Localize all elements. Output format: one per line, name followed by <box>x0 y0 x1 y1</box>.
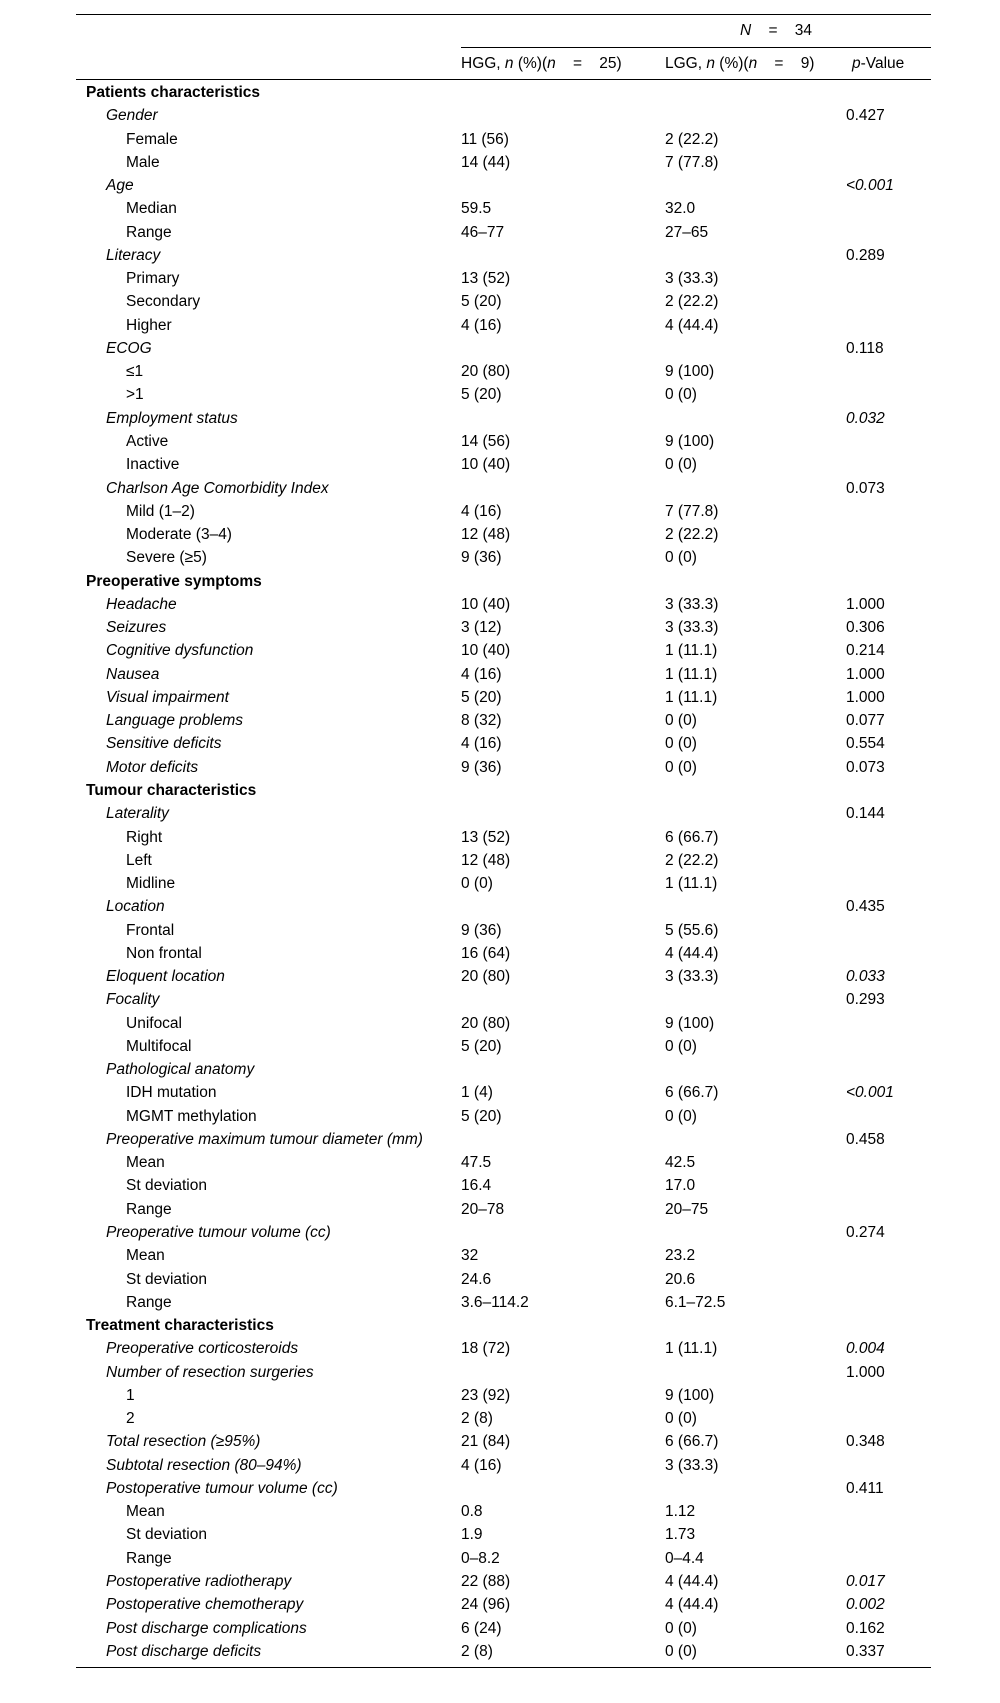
row-label: Employment status <box>106 409 238 427</box>
table-row <box>76 1081 931 1104</box>
lgg-cell: 27–65 <box>665 223 709 241</box>
row-label: Pathological anatomy <box>106 1061 255 1079</box>
table-row <box>76 919 931 942</box>
p-value-cell: <0.001 <box>846 177 894 195</box>
row-label: Multifocal <box>126 1037 192 1055</box>
p-value-cell: 0.554 <box>846 735 885 753</box>
row-label: Moderate (3–4) <box>126 526 232 544</box>
hgg-cell: 20 (80) <box>461 968 511 986</box>
lgg-cell: 0–4.4 <box>665 1549 704 1567</box>
hgg-cell: 9 (36) <box>461 921 502 939</box>
table-row <box>76 732 931 755</box>
hgg-cell: 3.6–114.2 <box>461 1293 529 1311</box>
lgg-cell: 42.5 <box>665 1154 696 1172</box>
lgg-cell: 3 (33.3) <box>665 619 719 637</box>
table-row <box>76 523 931 546</box>
hgg-cell: 5 (20) <box>461 293 502 311</box>
p-value-cell: 0.033 <box>846 968 885 986</box>
hgg-cell: 0–8.2 <box>461 1549 500 1567</box>
hgg-cell: 24 (96) <box>461 1596 511 1614</box>
table-row <box>76 104 931 127</box>
row-label: Range <box>126 1200 172 1218</box>
p-value-cell: 0.348 <box>846 1433 885 1451</box>
hgg-cell: 0.8 <box>461 1503 483 1521</box>
lgg-cell: 3 (33.3) <box>665 270 719 288</box>
table-row <box>76 1198 931 1221</box>
p-value-cell: 0.214 <box>846 642 885 660</box>
hgg-cell: 0 (0) <box>461 875 493 893</box>
p-value-cell: <0.001 <box>846 1084 894 1102</box>
row-label: Frontal <box>126 921 175 939</box>
table-row <box>76 1058 931 1081</box>
row-label: Motor deficits <box>106 758 199 776</box>
hgg-cell: 2 (8) <box>461 1410 493 1428</box>
lgg-cell: 2 (22.2) <box>665 851 719 869</box>
table-row <box>76 988 931 1011</box>
table-row <box>76 430 931 453</box>
n-total-label <box>656 22 896 40</box>
row-label: Preoperative symptoms <box>86 572 262 590</box>
table-row <box>76 895 931 918</box>
p-value-cell: 1.000 <box>846 1363 885 1381</box>
hgg-cell: 10 (40) <box>461 456 511 474</box>
hgg-cell: 9 (36) <box>461 758 502 776</box>
lgg-cell: 0 (0) <box>665 1037 697 1055</box>
section-row <box>76 779 931 802</box>
hgg-cell: 2 (8) <box>461 1642 493 1660</box>
table-row <box>76 686 931 709</box>
p-value-cell: 0.427 <box>846 107 885 125</box>
row-label: Right <box>126 828 163 846</box>
table-row <box>76 1430 931 1453</box>
p-value-cell: 1.000 <box>846 665 885 683</box>
hgg-cell: 14 (44) <box>461 153 511 171</box>
lgg-cell: 17.0 <box>665 1177 696 1195</box>
row-label: Higher <box>126 316 172 334</box>
row-label: 2 <box>126 1410 135 1428</box>
lgg-cell: 1.73 <box>665 1526 696 1544</box>
lgg-cell: 0 (0) <box>665 1410 697 1428</box>
row-label: Primary <box>126 270 180 288</box>
row-label: >1 <box>126 386 144 404</box>
table-row <box>76 221 931 244</box>
lgg-cell: 6 (66.7) <box>665 828 719 846</box>
table-row <box>76 1291 931 1314</box>
row-label: Male <box>126 153 160 171</box>
hgg-cell: 16.4 <box>461 1177 492 1195</box>
table-row <box>76 709 931 732</box>
row-label: Tumour characteristics <box>86 781 257 799</box>
row-label: MGMT methylation <box>126 1107 257 1125</box>
table-row <box>76 267 931 290</box>
table-bottom-rule <box>76 1667 931 1668</box>
lgg-cell: 1 (11.1) <box>665 665 718 683</box>
p-value-cell: 0.073 <box>846 758 885 776</box>
lgg-cell: 0 (0) <box>665 549 697 567</box>
row-label: Secondary <box>126 293 201 311</box>
table-row <box>76 849 931 872</box>
row-label: Gender <box>106 107 158 125</box>
row-label: Treatment characteristics <box>86 1317 274 1335</box>
row-label: ECOG <box>106 339 152 357</box>
hgg-cell: 5 (20) <box>461 1107 502 1125</box>
row-label: Seizures <box>106 619 167 637</box>
row-label: Number of resection surgeries <box>106 1363 314 1381</box>
row-label: Subtotal resection (80–94%) <box>106 1456 302 1474</box>
hgg-cell: 5 (20) <box>461 386 502 404</box>
table-row <box>76 1523 931 1546</box>
table-row <box>76 360 931 383</box>
hgg-cell: 24.6 <box>461 1270 492 1288</box>
hgg-cell: 11 (56) <box>461 130 509 148</box>
lgg-cell: 20.6 <box>665 1270 696 1288</box>
row-label: Range <box>126 1549 172 1567</box>
lgg-cell: 32.0 <box>665 200 696 218</box>
lgg-cell: 9 (100) <box>665 1386 715 1404</box>
lgg-cell: 1 (11.1) <box>665 642 718 660</box>
table-row <box>76 1617 931 1640</box>
column-header-p-value: p-Value <box>852 55 905 72</box>
hgg-cell: 6 (24) <box>461 1619 502 1637</box>
lgg-cell: 6 (66.7) <box>665 1433 719 1451</box>
n-equals: = <box>768 22 778 39</box>
lgg-cell: 1 (11.1) <box>665 688 718 706</box>
row-label: Range <box>126 1293 172 1311</box>
table-row <box>76 1477 931 1500</box>
row-label: Post discharge deficits <box>106 1642 262 1660</box>
row-label: Nausea <box>106 665 160 683</box>
lgg-cell: 0 (0) <box>665 735 697 753</box>
header-row-columns <box>76 48 931 79</box>
hgg-cell: 13 (52) <box>461 270 511 288</box>
lgg-cell: 5 (55.6) <box>665 921 719 939</box>
table-row <box>76 1012 931 1035</box>
characteristics-table <box>76 14 931 1668</box>
table-row <box>76 1361 931 1384</box>
hgg-cell: 10 (40) <box>461 595 511 613</box>
row-label: Inactive <box>126 456 180 474</box>
lgg-cell: 7 (77.8) <box>665 502 719 520</box>
table-row <box>76 1035 931 1058</box>
row-label: St deviation <box>126 1526 207 1544</box>
hgg-cell: 12 (48) <box>461 526 511 544</box>
row-label: Unifocal <box>126 1014 182 1032</box>
hgg-cell: 22 (88) <box>461 1573 511 1590</box>
p-value-cell: 0.274 <box>846 1224 885 1242</box>
p-value-cell: 0.032 <box>846 409 885 427</box>
hgg-cell: 14 (56) <box>461 432 511 450</box>
lgg-cell: 0 (0) <box>665 1619 697 1637</box>
p-value-cell: 0.306 <box>846 619 885 637</box>
lgg-cell: 4 (44.4) <box>665 1596 719 1614</box>
hgg-cell: 23 (92) <box>461 1386 511 1404</box>
hgg-cell: 1.9 <box>461 1526 483 1544</box>
hgg-cell: 32 <box>461 1247 479 1265</box>
row-label: Sensitive deficits <box>106 735 222 753</box>
n-symbol: N <box>740 22 752 39</box>
lgg-cell: 4 (44.4) <box>665 1573 719 1590</box>
table-row <box>76 1105 931 1128</box>
row-label: Female <box>126 130 178 148</box>
hgg-cell: 4 (16) <box>461 502 502 520</box>
hgg-cell: 4 (16) <box>461 665 502 683</box>
p-value-cell: 0.293 <box>846 991 885 1009</box>
table-row <box>76 1151 931 1174</box>
row-label: Literacy <box>106 246 161 264</box>
lgg-cell: 7 (77.8) <box>665 153 719 171</box>
hgg-cell: 21 (84) <box>461 1433 511 1451</box>
table-row <box>76 477 931 500</box>
hgg-cell: 4 (16) <box>461 735 502 753</box>
table-row <box>76 1268 931 1291</box>
table-row <box>76 453 931 476</box>
hgg-cell: 8 (32) <box>461 712 502 730</box>
hgg-cell: 13 (52) <box>461 828 511 846</box>
table-row <box>76 337 931 360</box>
row-label: Patients characteristics <box>86 84 261 101</box>
p-value-cell: 0.458 <box>846 1130 885 1148</box>
lgg-cell: 2 (22.2) <box>665 293 719 311</box>
table-row <box>76 663 931 686</box>
column-header-lgg: LGG, n (%)(n = 9) <box>665 55 815 72</box>
lgg-cell: 3 (33.3) <box>665 1456 719 1474</box>
row-label: Location <box>106 898 165 916</box>
row-label: Postoperative chemotherapy <box>106 1596 304 1614</box>
row-label: Postoperative tumour volume (cc) <box>106 1479 338 1497</box>
table-row <box>76 500 931 523</box>
table-row <box>76 1547 931 1570</box>
lgg-cell: 3 (33.3) <box>665 968 719 986</box>
table-row <box>76 872 931 895</box>
row-label: Median <box>126 200 177 218</box>
p-value-cell: 0.411 <box>846 1479 884 1497</box>
row-label: St deviation <box>126 1177 207 1195</box>
table-row <box>76 1174 931 1197</box>
row-label: Postoperative radiotherapy <box>106 1573 292 1590</box>
p-value-cell: 0.337 <box>846 1642 885 1660</box>
lgg-cell: 4 (44.4) <box>665 944 719 962</box>
table-row <box>76 826 931 849</box>
section-row <box>76 570 931 593</box>
row-label: Mild (1–2) <box>126 502 195 520</box>
row-label: Total resection (≥95%) <box>106 1433 261 1451</box>
p-value-cell: 0.077 <box>846 712 885 730</box>
hgg-cell: 20–78 <box>461 1200 505 1218</box>
table-row <box>76 546 931 569</box>
column-header-hgg: HGG, n (%)(n = 25) <box>461 55 622 72</box>
row-label: Preoperative tumour volume (cc) <box>106 1224 331 1242</box>
table-row <box>76 1128 931 1151</box>
lgg-cell: 20–75 <box>665 1200 709 1218</box>
p-value-cell: 1.000 <box>846 688 885 706</box>
row-label: Focality <box>106 991 160 1009</box>
table-row <box>76 1337 931 1360</box>
table-row <box>76 1593 931 1616</box>
hgg-cell: 16 (64) <box>461 944 511 962</box>
row-label: 1 <box>126 1386 135 1404</box>
lgg-cell: 1.12 <box>665 1503 696 1521</box>
p-value-cell: 0.289 <box>846 246 885 264</box>
table-row <box>76 593 931 616</box>
table-row <box>76 639 931 662</box>
table-row <box>76 1407 931 1430</box>
table-row <box>76 244 931 267</box>
row-label: ≤1 <box>126 363 144 381</box>
table-row <box>76 128 931 151</box>
hgg-cell: 47.5 <box>461 1154 492 1172</box>
p-value-cell: 0.435 <box>846 898 885 916</box>
section-row <box>76 1314 931 1337</box>
lgg-cell: 0 (0) <box>665 1642 697 1660</box>
lgg-cell: 0 (0) <box>665 1107 697 1125</box>
hgg-cell: 12 (48) <box>461 851 511 869</box>
hgg-cell: 46–77 <box>461 223 505 241</box>
lgg-cell: 0 (0) <box>665 712 697 730</box>
table-row <box>76 802 931 825</box>
row-label: Language problems <box>106 712 244 730</box>
hgg-cell: 20 (80) <box>461 1014 511 1032</box>
lgg-cell: 0 (0) <box>665 758 697 776</box>
row-label: Laterality <box>106 805 169 823</box>
table-row <box>76 1454 931 1477</box>
table-row <box>76 1384 931 1407</box>
row-label: St deviation <box>126 1270 207 1288</box>
table-row <box>76 756 931 779</box>
hgg-cell: 1 (4) <box>461 1084 493 1102</box>
hgg-cell: 59.5 <box>461 200 492 218</box>
row-label: Cognitive dysfunction <box>106 642 254 660</box>
p-value-cell: 0.017 <box>846 1573 885 1590</box>
lgg-cell: 6.1–72.5 <box>665 1293 726 1311</box>
row-label: Mean <box>126 1503 165 1521</box>
p-value-cell: 0.162 <box>846 1619 885 1637</box>
row-label: IDH mutation <box>126 1084 217 1102</box>
lgg-cell: 23.2 <box>665 1247 696 1265</box>
lgg-cell: 2 (22.2) <box>665 526 719 544</box>
lgg-cell: 0 (0) <box>665 386 697 404</box>
hgg-cell: 20 (80) <box>461 363 511 381</box>
table-row <box>76 1570 931 1593</box>
n-value: 34 <box>794 22 812 39</box>
row-label: Headache <box>106 595 177 613</box>
row-label: Non frontal <box>126 944 202 962</box>
hgg-cell: 5 (20) <box>461 1037 502 1055</box>
hgg-cell: 5 (20) <box>461 688 502 706</box>
table-body <box>76 80 931 1663</box>
table-row <box>76 383 931 406</box>
lgg-cell: 9 (100) <box>665 432 715 450</box>
table-row <box>76 174 931 197</box>
lgg-cell: 2 (22.2) <box>665 130 719 148</box>
row-label: Post discharge complications <box>106 1619 307 1637</box>
row-label: Range <box>126 223 172 241</box>
hgg-cell: 4 (16) <box>461 316 502 334</box>
lgg-cell: 3 (33.3) <box>665 595 719 613</box>
hgg-cell: 3 (12) <box>461 619 502 637</box>
p-value-cell: 0.002 <box>846 1596 885 1614</box>
section-row <box>76 81 931 104</box>
row-label: Midline <box>126 875 176 893</box>
row-label: Age <box>106 177 134 195</box>
table-row <box>76 151 931 174</box>
hgg-cell: 10 (40) <box>461 642 511 660</box>
row-label: Active <box>126 432 169 450</box>
p-value-cell: 0.118 <box>846 339 884 357</box>
row-label: Preoperative corticosteroids <box>106 1340 299 1358</box>
row-label: Preoperative maximum tumour diameter (mm) <box>106 1130 423 1148</box>
row-label: Visual impairment <box>106 688 229 706</box>
row-label: Charlson Age Comorbidity Index <box>106 479 329 497</box>
lgg-cell: 9 (100) <box>665 1014 715 1032</box>
row-label: Eloquent location <box>106 968 225 986</box>
table-row <box>76 197 931 220</box>
p-value-cell: 1.000 <box>846 595 885 613</box>
lgg-cell: 0 (0) <box>665 456 697 474</box>
hgg-cell: 9 (36) <box>461 549 502 567</box>
row-label: Mean <box>126 1154 165 1172</box>
p-value-cell: 0.073 <box>846 479 885 497</box>
lgg-cell: 6 (66.7) <box>665 1084 719 1102</box>
table-row <box>76 965 931 988</box>
table-row <box>76 290 931 313</box>
p-value-cell: 0.144 <box>846 805 885 823</box>
table-row <box>76 407 931 430</box>
row-label: Left <box>126 851 152 869</box>
hgg-cell: 4 (16) <box>461 1456 502 1474</box>
row-label: Severe (≥5) <box>126 549 207 567</box>
header-row-n <box>76 15 931 47</box>
row-label: Mean <box>126 1247 165 1265</box>
lgg-cell: 1 (11.1) <box>665 875 718 893</box>
table-row <box>76 1244 931 1267</box>
table-row <box>76 1640 931 1663</box>
p-value-cell: 0.004 <box>846 1340 885 1358</box>
lgg-cell: 4 (44.4) <box>665 316 719 334</box>
lgg-cell: 1 (11.1) <box>665 1340 718 1358</box>
table-row <box>76 616 931 639</box>
lgg-cell: 9 (100) <box>665 363 715 381</box>
table-row <box>76 314 931 337</box>
table-row <box>76 1221 931 1244</box>
table-row <box>76 942 931 965</box>
table-row <box>76 1500 931 1523</box>
hgg-cell: 18 (72) <box>461 1340 511 1358</box>
